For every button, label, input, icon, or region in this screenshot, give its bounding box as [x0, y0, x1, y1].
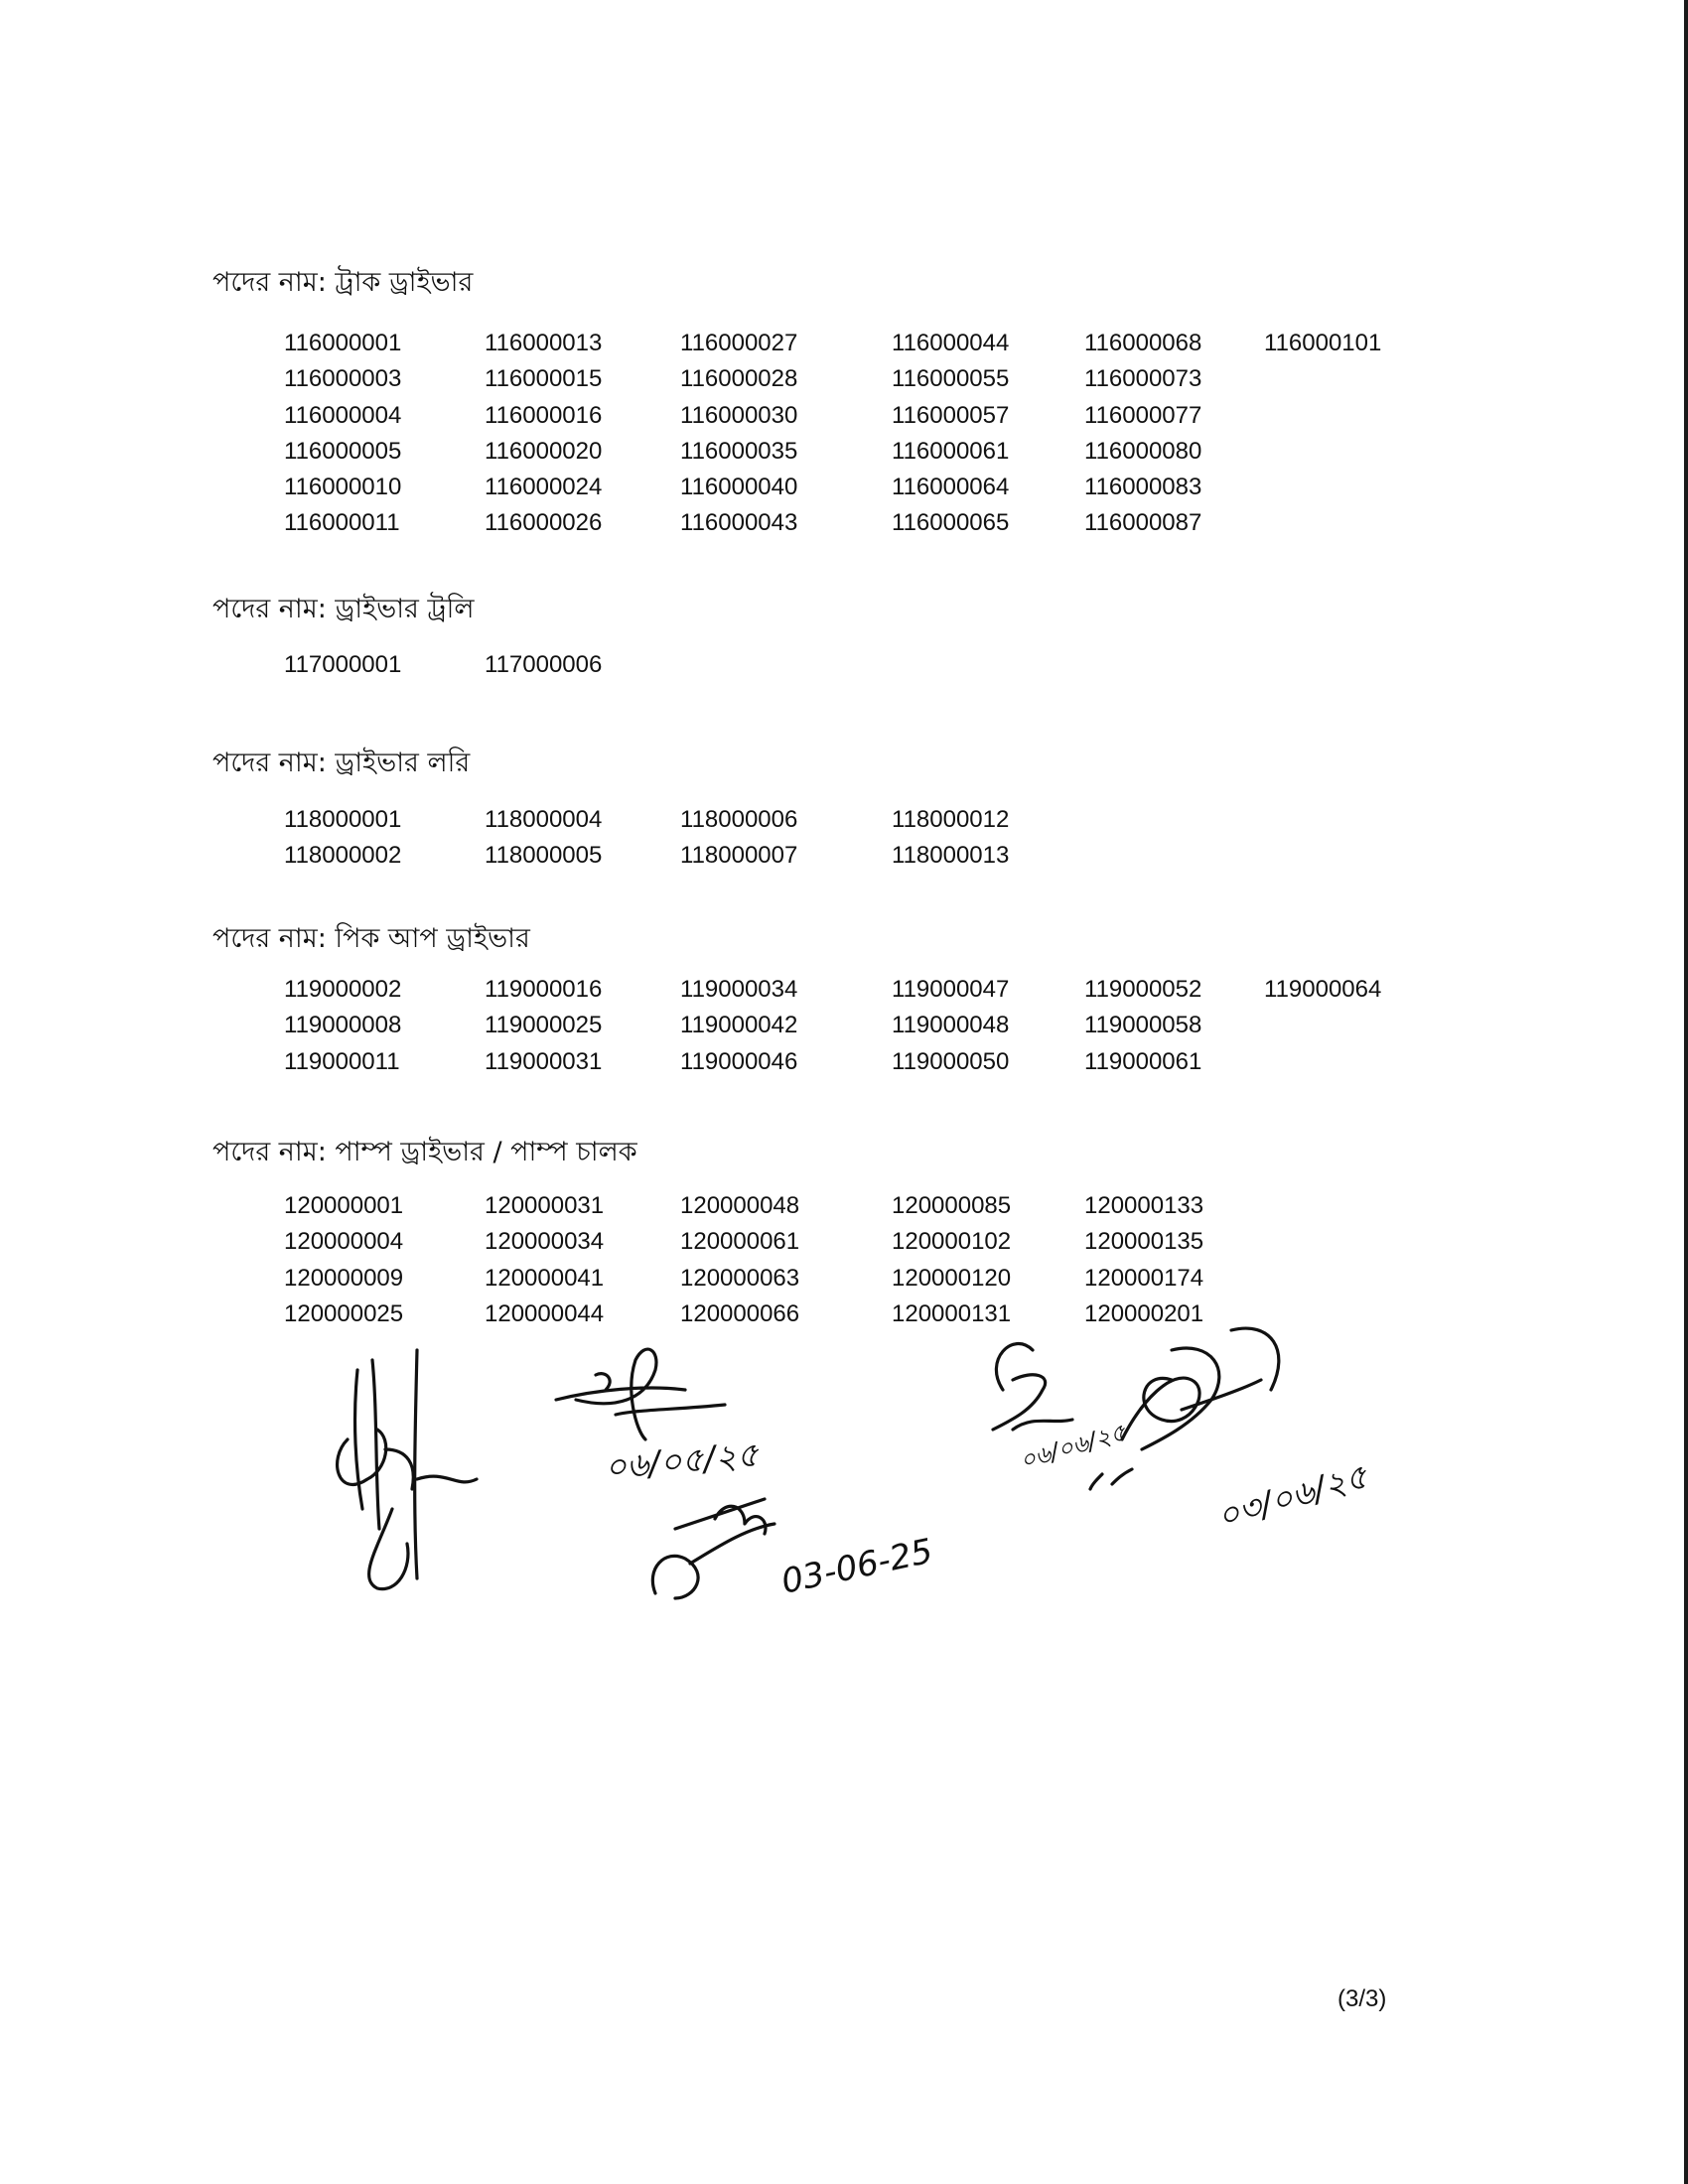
- roll-number: [1084, 838, 1264, 874]
- signature-1: [338, 1350, 477, 1589]
- signature-date-2: 03-06-25: [777, 1531, 936, 1602]
- signature-5: [1090, 1328, 1279, 1489]
- roll-number: 118000013: [892, 842, 1010, 870]
- roll-number: 116000040: [680, 474, 798, 501]
- roll-number: 120000201: [1084, 1299, 1204, 1327]
- roll-number: 116000101: [1264, 330, 1382, 356]
- roll-number: 119000008: [284, 1012, 402, 1039]
- roll-number: [1264, 434, 1423, 470]
- roll-number: 116000024: [485, 474, 603, 501]
- roll-number: [1264, 1008, 1423, 1043]
- roll-number: 118000006: [680, 806, 798, 833]
- roll-number: 116000068: [1084, 330, 1202, 356]
- roll-number: 118000004: [485, 806, 603, 833]
- roll-number: 116000030: [680, 401, 798, 429]
- section-heading-pump-driver: পদের নাম: পাম্প ড্রাইভার / পাম্প চালক: [212, 1137, 637, 1167]
- roll-number: 116000083: [1084, 474, 1202, 501]
- roll-number: 119000002: [284, 976, 402, 1003]
- roll-number: 120000048: [680, 1192, 800, 1219]
- signature-4: [993, 1344, 1072, 1430]
- roll-number: [1264, 505, 1423, 541]
- roll-number: 118000005: [485, 842, 603, 870]
- roll-number: 120000135: [1084, 1228, 1204, 1256]
- roll-number: 119000048: [892, 1012, 1010, 1039]
- roll-number: 119000061: [1084, 1047, 1202, 1075]
- roll-number: 120000004: [284, 1228, 404, 1256]
- roll-number: 116000077: [1084, 401, 1202, 429]
- signature-date-3: ০৬/০৬/২৫: [1016, 1418, 1130, 1475]
- roll-number: 119000046: [680, 1047, 798, 1075]
- roll-number: 120000085: [892, 1192, 1012, 1219]
- roll-number: 118000002: [284, 842, 402, 870]
- roll-number: [1264, 361, 1423, 397]
- section-heading-truck-driver: পদের নাম: ট্রাক ড্রাইভার: [212, 267, 474, 298]
- roll-number: 120000131: [892, 1299, 1012, 1327]
- roll-number: 116000027: [680, 330, 798, 356]
- roll-number: 119000052: [1084, 976, 1202, 1003]
- roll-number: 116000011: [284, 509, 400, 537]
- roll-number: [1264, 1261, 1423, 1297]
- signature-date-1: ০৬/০৫/২৫: [603, 1434, 761, 1488]
- handwritten-signatures: [318, 1330, 1430, 1628]
- page-number: (3/3): [1337, 1985, 1387, 2012]
- roll-number: [1264, 1188, 1423, 1224]
- roll-number: 119000050: [892, 1047, 1010, 1075]
- roll-number: 120000009: [284, 1264, 404, 1292]
- roll-number: 116000028: [680, 365, 798, 393]
- section-heading-driver-lorry: পদের নাম: ড্রাইভার লরি: [212, 748, 471, 778]
- roll-number: 116000080: [1084, 437, 1202, 465]
- roll-number: 120000120: [892, 1264, 1012, 1292]
- roll-number: 120000031: [485, 1192, 605, 1219]
- roll-number: 116000020: [485, 437, 603, 465]
- roll-number: 120000063: [680, 1264, 800, 1292]
- roll-number: 119000011: [284, 1047, 400, 1075]
- roll-number: [1264, 1044, 1423, 1080]
- roll-number: 120000041: [485, 1264, 605, 1292]
- roll-number: 116000026: [485, 509, 603, 537]
- roll-number: 120000133: [1084, 1192, 1204, 1219]
- roll-number: [1264, 1224, 1423, 1260]
- roll-number: 120000044: [485, 1299, 605, 1327]
- roll-number: 119000047: [892, 976, 1010, 1003]
- roll-number: [1264, 1297, 1423, 1332]
- roll-number: [680, 647, 892, 683]
- roll-number: 120000025: [284, 1299, 404, 1327]
- roll-grid-driver-lorry: [284, 802, 1423, 875]
- roll-number: 120000034: [485, 1228, 605, 1256]
- roll-number: [1264, 470, 1423, 505]
- roll-number: 116000055: [892, 365, 1010, 393]
- roll-number: 116000043: [680, 509, 798, 537]
- roll-number: [1264, 398, 1423, 434]
- roll-number: 119000031: [485, 1047, 603, 1075]
- page-edge: [1684, 0, 1688, 2184]
- roll-number: 119000064: [1264, 976, 1382, 1003]
- roll-number: 116000064: [892, 474, 1010, 501]
- roll-number: [1264, 838, 1423, 874]
- roll-number: 120000066: [680, 1299, 800, 1327]
- roll-number: 120000001: [284, 1192, 404, 1219]
- roll-number: 116000004: [284, 401, 402, 429]
- signatures-area: [318, 1330, 1430, 1628]
- roll-number: 116000015: [485, 365, 603, 393]
- roll-number: 117000001: [284, 651, 402, 678]
- roll-number: 116000001: [284, 330, 402, 356]
- roll-number: 120000061: [680, 1228, 800, 1256]
- roll-number: [1084, 647, 1264, 683]
- roll-grid-pickup-driver: [284, 972, 1423, 1080]
- roll-number: 119000025: [485, 1012, 603, 1039]
- section-heading-driver-trolley: পদের নাম: ড্রাইভার ট্রলি: [212, 594, 475, 624]
- roll-number: [1264, 647, 1423, 683]
- signature-2: [556, 1349, 725, 1439]
- roll-number: 118000007: [680, 842, 798, 870]
- roll-number: 118000001: [284, 806, 402, 833]
- roll-number: 116000073: [1084, 365, 1202, 393]
- roll-grid-pump-driver: [284, 1188, 1423, 1332]
- roll-number: 116000057: [892, 401, 1010, 429]
- roll-number: 119000016: [485, 976, 603, 1003]
- roll-number: 119000042: [680, 1012, 798, 1039]
- roll-number: 120000174: [1084, 1264, 1204, 1292]
- roll-number: 116000010: [284, 474, 402, 501]
- roll-number: 116000044: [892, 330, 1010, 356]
- roll-number: 116000035: [680, 437, 798, 465]
- roll-number: 116000003: [284, 365, 402, 393]
- roll-number: 116000005: [284, 437, 402, 465]
- roll-number: 116000016: [485, 401, 603, 429]
- roll-number: [892, 647, 1084, 683]
- roll-number: 119000058: [1084, 1012, 1202, 1039]
- roll-grid-truck-driver: [284, 326, 1423, 542]
- roll-grid-driver-trolley: [284, 647, 1423, 683]
- roll-number: 118000012: [892, 806, 1010, 833]
- roll-number: 116000087: [1084, 509, 1202, 537]
- roll-number: 116000065: [892, 509, 1010, 537]
- roll-number: 117000006: [485, 651, 603, 678]
- section-heading-pickup-driver: পদের নাম: পিক আপ ড্রাইভার: [212, 923, 530, 954]
- roll-number: 116000013: [485, 330, 603, 356]
- roll-number: [1264, 802, 1423, 838]
- signature-3: [652, 1499, 774, 1598]
- signature-date-4: ০৩/০৬/২৫: [1212, 1456, 1372, 1538]
- roll-number: 120000102: [892, 1228, 1012, 1256]
- roll-number: [1084, 802, 1264, 838]
- roll-number: 116000061: [892, 437, 1010, 465]
- roll-number: 119000034: [680, 976, 798, 1003]
